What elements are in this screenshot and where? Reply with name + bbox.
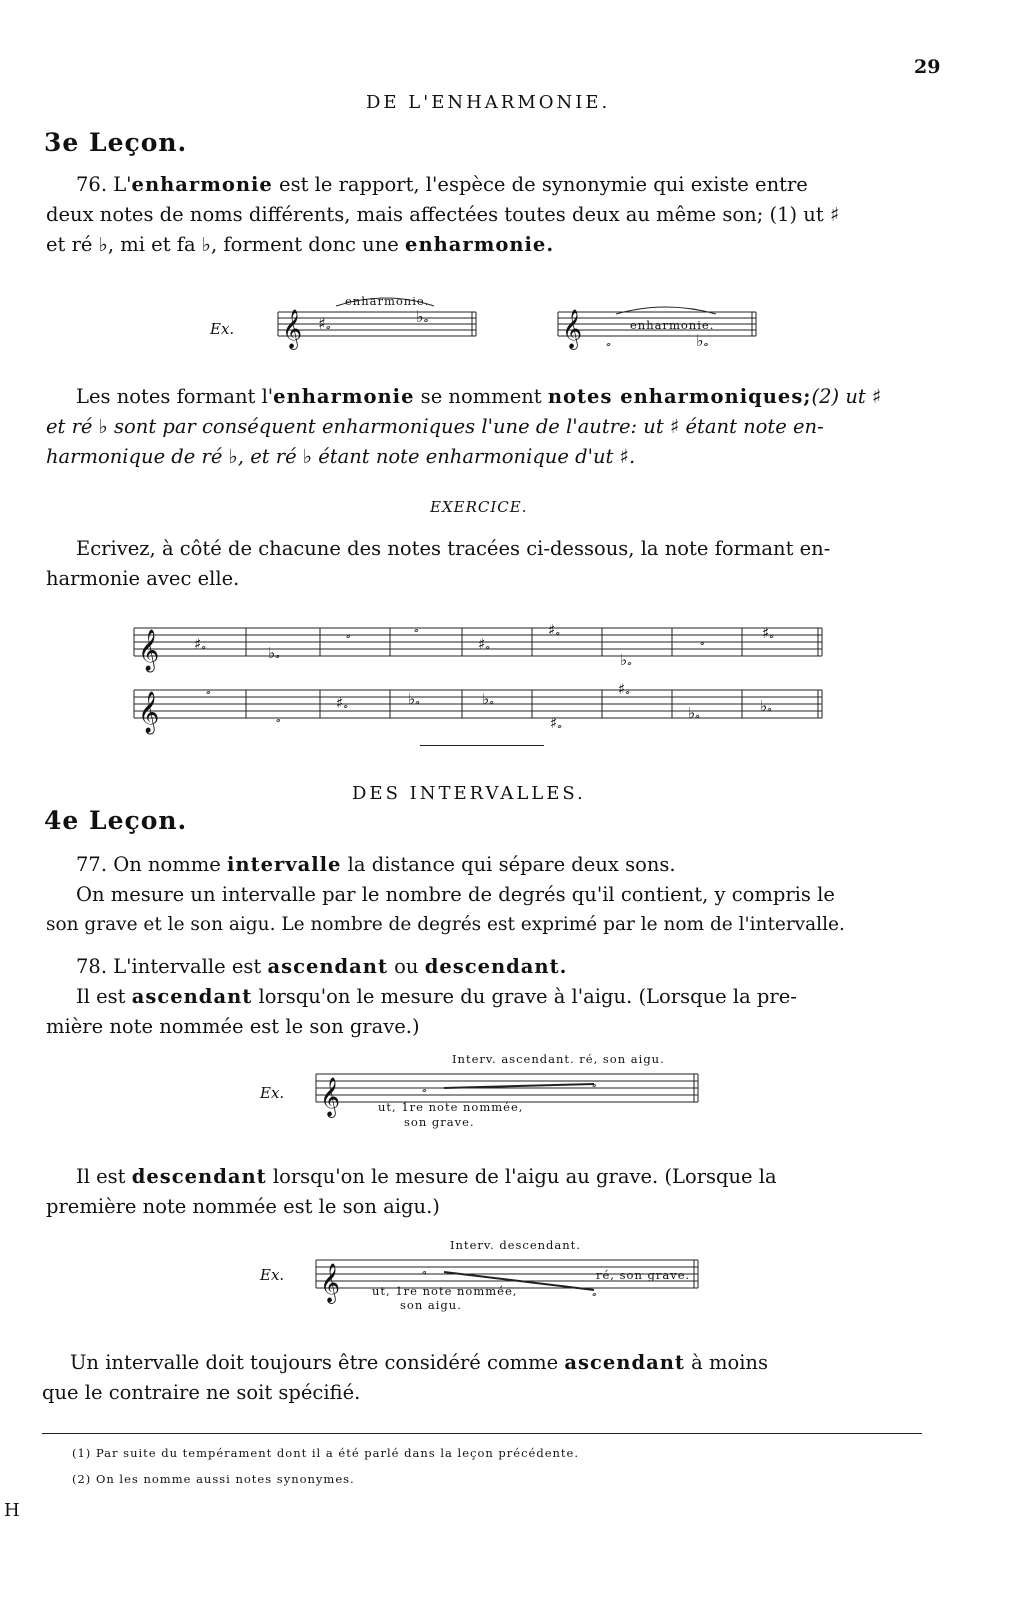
text: la distance qui sépare deux sons. [341, 853, 676, 876]
svg-text:𝅗: 𝅗 [414, 618, 419, 636]
para-78-line2 [76, 982, 797, 1012]
example-label: Ex. [260, 1266, 285, 1284]
term-ascendant: ascendant [564, 1351, 685, 1374]
svg-text:♭𝅗: ♭𝅗 [416, 307, 429, 326]
svg-text:♯𝅗: ♯𝅗 [478, 635, 490, 653]
text: L' [113, 173, 132, 196]
text: 77. On nomme [76, 853, 227, 876]
text: Il est [76, 985, 132, 1008]
svg-text:♭𝅗: ♭𝅗 [688, 704, 700, 722]
ex3-right-caption: ré, son grave. [596, 1268, 691, 1282]
svg-text:♭𝅗: ♭𝅗 [620, 651, 632, 669]
text: est le rapport, l'espèce de synonymie qui existe entre [272, 173, 808, 196]
svg-text:♯𝅗: ♯𝅗 [318, 314, 331, 333]
para-final-line1 [70, 1348, 768, 1378]
svg-text:♯𝅗: ♯𝅗 [550, 714, 562, 732]
exercise-staff-2 [134, 680, 822, 734]
exercise-staff-1 [134, 618, 822, 672]
text: Un intervalle doit toujours être considéré comme [70, 1351, 565, 1374]
para-78-line3: mière note nommée est le son grave.) [46, 1015, 420, 1038]
para-notes-line3: harmonique de ré ♭, et ré ♭ étant note enharmonique d'ut ♯. [46, 445, 636, 468]
para-desc-line2: première note nommée est le son aigu.) [46, 1195, 440, 1218]
svg-text:♭𝅗: ♭𝅗 [696, 331, 709, 350]
treble-clef-icon: 𝄞 [320, 1077, 341, 1117]
ex2-top-caption: Interv. ascendant. ré, son aigu. [452, 1052, 665, 1066]
para-77-line2: On mesure un intervalle par le nombre de degrés qu'il contient, y compris le [76, 883, 835, 906]
example-label: Ex. [210, 320, 235, 338]
ex3-top-caption: Interv. descendant. [450, 1238, 581, 1252]
para-number: 76. [76, 173, 108, 196]
svg-text:♭𝅗: ♭𝅗 [482, 690, 494, 708]
para-76-line1 [76, 170, 808, 200]
svg-text:𝅗: 𝅗 [206, 680, 211, 698]
para-78-line1 [76, 952, 567, 982]
ex3-mid-caption: ut, 1re note nommée, [372, 1284, 518, 1298]
svg-text:♭𝅗: ♭𝅗 [268, 644, 280, 662]
margin-mark: H [4, 1500, 20, 1521]
ex3-bottom-caption: son aigu. [400, 1298, 462, 1312]
exercise-line2: harmonie avec elle. [46, 567, 240, 590]
svg-text:𝅗: 𝅗 [606, 331, 612, 350]
enharmonie-caption-left: enharmonie. [345, 294, 430, 308]
lesson-3-title: 3e Leçon. [44, 128, 188, 157]
treble-clef-icon: 𝄞 [320, 1263, 341, 1303]
text: et ré ♭, mi et fa ♭, forment donc une [46, 233, 406, 256]
text: à moins [684, 1351, 768, 1374]
svg-text:𝅗: 𝅗 [276, 708, 281, 726]
treble-clef-icon: 𝄞 [562, 309, 583, 349]
svg-text:♭𝅗: ♭𝅗 [760, 697, 772, 715]
term-enharmonie: enharmonie [273, 385, 415, 408]
exercise-staves [132, 618, 832, 738]
svg-text:𝅗: 𝅗 [592, 1282, 597, 1300]
text: (2) ut ♯ [811, 385, 882, 408]
divider [420, 745, 544, 746]
treble-clef-icon: 𝄞 [138, 692, 160, 733]
svg-text:♯𝅗: ♯𝅗 [762, 624, 774, 642]
exercise-line1: Ecrivez, à côté de chacune des notes tracées ci-dessous, la note formant en- [76, 537, 831, 560]
para-desc-line1 [76, 1162, 777, 1192]
example-label: Ex. [260, 1084, 285, 1102]
lesson-4-title: 4e Leçon. [44, 806, 188, 835]
svg-text:𝅗: 𝅗 [422, 1078, 427, 1096]
term-ascendant: ascendant [131, 985, 253, 1008]
term-notes-enharmoniques: notes enharmoniques; [547, 385, 812, 408]
para-76-line3 [46, 230, 554, 260]
text: se nomment [414, 385, 548, 408]
footnote-2: (2) On les nomme aussi notes synonymes. [72, 1472, 355, 1486]
para-notes-line2: et ré ♭ sont par conséquent enharmoniques l'une de l'autre: ut ♯ étant note en- [46, 415, 824, 438]
term-descendant: descendant. [424, 955, 568, 978]
svg-text:♯𝅗: ♯𝅗 [618, 680, 630, 698]
svg-text:♯𝅗: ♯𝅗 [336, 694, 348, 712]
svg-text:♭𝅗: ♭𝅗 [408, 690, 420, 708]
term-enharmonie: enharmonie. [405, 233, 555, 256]
svg-text:𝅗: 𝅗 [700, 631, 705, 649]
para-notes-line1 [76, 382, 881, 412]
text: Les notes formant l' [76, 385, 274, 408]
term-intervalle: intervalle [226, 853, 342, 876]
svg-text:𝅗: 𝅗 [592, 1073, 597, 1091]
treble-clef-icon: 𝄞 [282, 309, 303, 349]
term-enharmonie: enharmonie [131, 173, 273, 196]
ex2-bottom-caption: son grave. [404, 1115, 475, 1129]
footnote-1: (1) Par suite du tempérament dont il a été parlé dans la leçon précédente. [72, 1446, 579, 1460]
term-descendant: descendant [131, 1165, 267, 1188]
svg-text:♯𝅗: ♯𝅗 [548, 621, 560, 639]
svg-text:𝅗: 𝅗 [346, 624, 351, 642]
para-final-line2: que le contraire ne soit spécifié. [42, 1381, 361, 1404]
text: ou [387, 955, 425, 978]
section-heading-intervalles: DES INTERVALLES. [352, 783, 586, 804]
page-number: 29 [914, 56, 941, 78]
text: Il est [76, 1165, 132, 1188]
text: 78. L'intervalle est [76, 955, 268, 978]
treble-clef-icon: 𝄞 [138, 630, 160, 671]
enharmonie-caption-right: enharmonie. [630, 318, 715, 332]
para-77-line3: son grave et le son aigu. Le nombre de degrés est exprimé par le nom de l'intervalle. [46, 914, 845, 935]
para-76-line2: deux notes de noms différents, mais affectées toutes deux au même son; (1) ut ♯ [46, 203, 840, 226]
term-ascendant: ascendant [267, 955, 388, 978]
svg-text:♯𝅗: ♯𝅗 [194, 635, 206, 653]
section-heading-enharmonie: DE L'ENHARMONIE. [366, 92, 611, 113]
para-77-line1 [76, 850, 676, 880]
footnote-separator [42, 1433, 922, 1434]
exercise-title: EXERCICE. [430, 498, 528, 516]
svg-text:𝅗: 𝅗 [422, 1260, 427, 1278]
ex2-mid-caption: ut, 1re note nommée, [378, 1100, 524, 1114]
text: lorsqu'on le mesure de l'aigu au grave. (Lorsque la [266, 1165, 777, 1188]
text: lorsqu'on le mesure du grave à l'aigu. (Lorsque la pre- [252, 985, 797, 1008]
